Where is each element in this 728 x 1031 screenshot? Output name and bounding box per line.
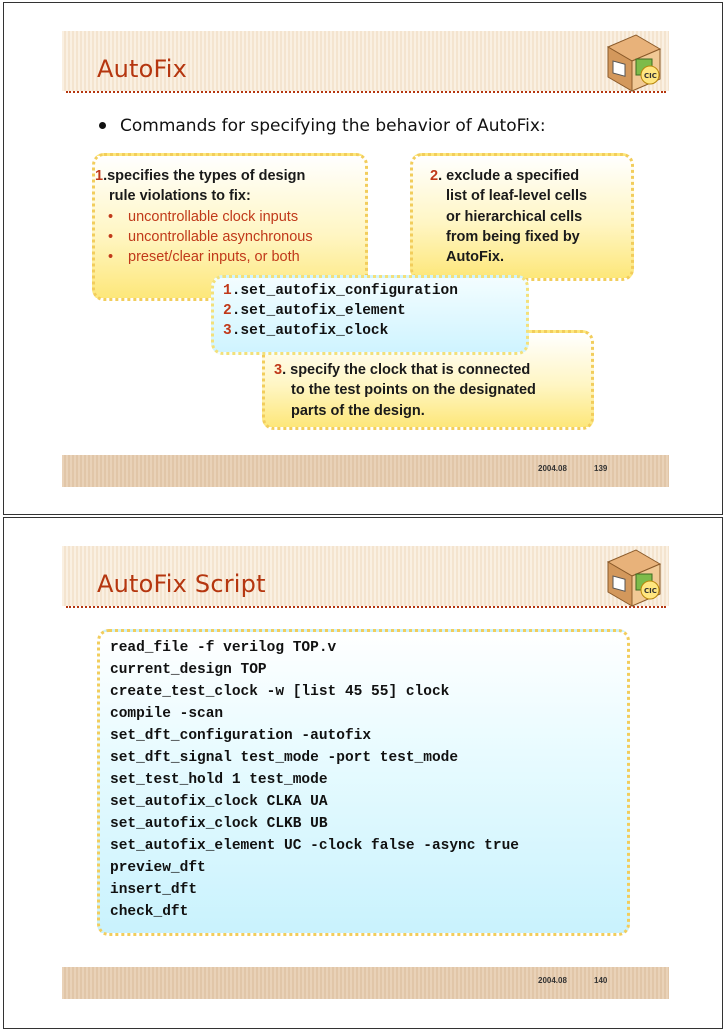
intro-bullet xyxy=(99,116,546,136)
footer-bar xyxy=(62,967,669,999)
footer-bar xyxy=(62,455,669,487)
slide-140 xyxy=(3,517,723,1029)
slide-title: AutoFix xyxy=(97,55,188,83)
box2-line: AutoFix. xyxy=(446,249,504,265)
script-line: set_autofix_element UC -clock false -async true xyxy=(110,838,519,854)
box3-line: to the test points on the designated xyxy=(291,382,536,398)
box2-line: or hierarchical cells xyxy=(446,209,583,225)
script-line: preview_dft xyxy=(110,860,206,876)
command-line: 3.set_autofix_clock xyxy=(223,323,389,339)
script-line: set_test_hold 1 test_mode xyxy=(110,772,328,788)
title-divider xyxy=(66,91,666,93)
script-line: set_dft_configuration -autofix xyxy=(110,728,372,744)
box1-line2: rule violations to fix: xyxy=(109,188,251,204)
script-line: create_test_clock -w [list 45 55] clock xyxy=(110,684,450,700)
page-number: 140 xyxy=(594,976,608,985)
footer-date: 2004.08 xyxy=(538,464,567,473)
box1-item: • preset/clear inputs, or both xyxy=(108,249,300,265)
box3-line1: 3. specify the clock that is connected xyxy=(274,362,531,378)
command-line: 1.set_autofix_configuration xyxy=(223,283,458,299)
title-divider xyxy=(66,606,666,608)
script-line: read_file -f verilog TOP.v xyxy=(110,640,337,656)
box1-item: • uncontrollable asynchronous xyxy=(108,229,313,245)
box2-line: from being fixed by xyxy=(446,229,580,245)
bullet-dot-icon xyxy=(99,122,106,129)
command-line: 2.set_autofix_element xyxy=(223,303,406,319)
logo-text: CIC xyxy=(644,72,657,80)
script-line: set_autofix_clock CLKB UB xyxy=(110,816,328,832)
intro-text: Commands for specifying the behavior of AutoFix: xyxy=(120,116,546,136)
box2-line: list of leaf-level cells xyxy=(446,188,588,204)
slide-139 xyxy=(3,2,723,515)
script-line: set_dft_signal test_mode -port test_mode xyxy=(110,750,459,766)
box1-line1: 1.specifies the types of design xyxy=(95,168,306,184)
cic-logo-icon xyxy=(598,29,668,95)
box2-line1: 2. exclude a specified xyxy=(430,168,580,184)
script-line: compile -scan xyxy=(110,706,224,722)
box3-line: parts of the design. xyxy=(291,403,425,419)
slide-title: AutoFix Script xyxy=(97,570,266,598)
script-line: check_dft xyxy=(110,904,189,920)
logo-text: CIC xyxy=(644,587,657,595)
box1-item: • uncontrollable clock inputs xyxy=(108,209,299,225)
cic-logo-icon xyxy=(598,544,668,610)
script-line: current_design TOP xyxy=(110,662,267,678)
script-line: insert_dft xyxy=(110,882,198,898)
script-line: set_autofix_clock CLKA UA xyxy=(110,794,328,810)
footer-date: 2004.08 xyxy=(538,976,567,985)
page-number: 139 xyxy=(594,464,608,473)
